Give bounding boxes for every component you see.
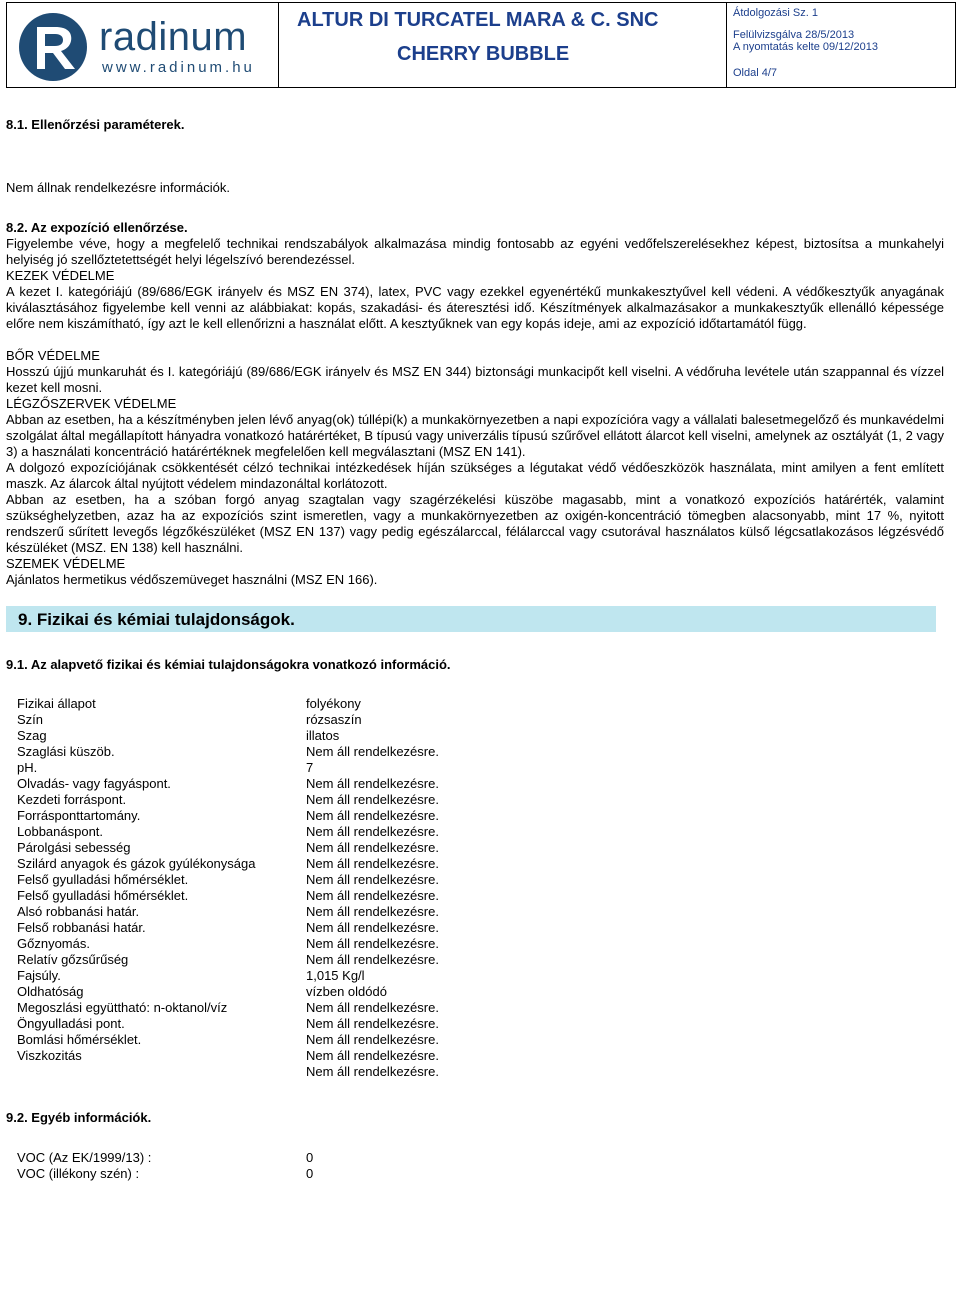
property-label: Fajsúly. bbox=[17, 968, 61, 983]
property-label: Oldhatóság bbox=[17, 984, 84, 999]
property-value: illatos bbox=[306, 728, 340, 743]
property-label: Viszkozitás bbox=[17, 1048, 82, 1063]
property-value: Nem áll rendelkezésre. bbox=[306, 904, 439, 919]
page-number: Oldal 4/7 bbox=[733, 67, 778, 79]
property-value: Nem áll rendelkezésre. bbox=[306, 936, 439, 951]
revision-number: Átdolgozási Sz. 1 bbox=[733, 7, 818, 19]
property-label: Bomlási hőmérséklet. bbox=[17, 1032, 142, 1047]
product-name: CHERRY BUBBLE bbox=[397, 43, 570, 65]
logo-cell bbox=[7, 3, 279, 87]
voc-label: VOC (illékony szén) : bbox=[17, 1166, 140, 1181]
property-label: Felső gyulladási hőmérséklet. bbox=[17, 888, 189, 903]
property-value: Nem áll rendelkezésre. bbox=[306, 744, 439, 759]
property-label: Kezdeti forráspont. bbox=[17, 792, 127, 807]
property-label: Szilárd anyagok és gázok gyúlékonysága bbox=[17, 856, 256, 871]
property-value: Nem áll rendelkezésre. bbox=[306, 1048, 439, 1063]
voc-value: 0 bbox=[306, 1150, 314, 1165]
property-value: Nem áll rendelkezésre. bbox=[306, 824, 439, 839]
company-name: ALTUR DI TURCATEL MARA & C. SNC bbox=[297, 9, 659, 31]
hand-protection-text: A kezet I. kategóriájú (89/686/EGK irányelv és MSZ EN 374), latex, PVC vagy ezekkel egyenértékű munkakesztyűvel kell védeni. A védőkesztyűk anyagának kiválasztásához figyelembe kell venni az alábbiakat: kopás, szakadási- és áteresztési idő. Készítmények alkalmazásakor a munkakesztyűk ellenálló képessége előre nem kiszámítható, így azt le kell ellenőrizni a használat előtt. A kesztyűknek van egy kopás ideje, ami az expozíció időtartamától függ. bbox=[6, 284, 944, 331]
property-label: Párolgási sebesség bbox=[17, 840, 131, 855]
print-date: A nyomtatás kelte 09/12/2013 bbox=[733, 41, 878, 53]
property-value: Nem áll rendelkezésre. bbox=[306, 1016, 439, 1031]
property-label: Fizikai állapot bbox=[17, 696, 96, 711]
property-value: Nem áll rendelkezésre. bbox=[306, 808, 439, 823]
document-header bbox=[6, 2, 956, 88]
section-8-1-text: Nem állnak rendelkezésre információk. bbox=[6, 180, 230, 195]
property-value: rózsaszín bbox=[306, 712, 362, 727]
voc-label: VOC (Az EK/1999/13) : bbox=[17, 1150, 152, 1165]
section-8-1-title: 8.1. Ellenőrzési paraméterek. bbox=[6, 117, 185, 132]
property-label: Szín bbox=[17, 712, 44, 727]
respiratory-protection-text-3: Abban az esetben, ha a szóban forgó anyag szagtalan vagy szagérzékelési küszöbe magasabb, mint a vonatkozó expozíciós határérték, valamint szükséghelyzetben, azaz ha az expozíciós szint ismeretlen, vagy a munkakörnyezetben az oxigén-koncentráció tömegben alacsonyabb, mint 17 %, nyitott rendszerű sűrített levegős légzőkészüléket (MSZ EN 137) vagy pedig egészálarccal, félálarccal vagy csutorával használatos külső légcsatlakozásos légzésvédő készüléket (MSZ. EN 138) kell használni. bbox=[6, 492, 944, 555]
property-value: Nem áll rendelkezésre. bbox=[306, 952, 439, 967]
respiratory-protection-text-1: Abban az esetben, ha a készítményben jelen lévő anyag(ok) túllépi(k) a munkakörnyezetben a napi expozícióra vagy a vállalati balesetmegelőző és munkavédelmi szolgálat által megállapított hányadra vonatkozó határértéket, B típusú vagy univerzális típusú szűrővel ellátott álarcot kell viselni, amelynek az osztályát (1, 2 vagy 3) a használati koncentráció határértéknek megfelelően kell megválasztani (MSZ EN 141). bbox=[6, 412, 944, 459]
property-value: Nem áll rendelkezésre. bbox=[306, 856, 439, 871]
skin-protection-title: BŐR VÉDELME bbox=[6, 348, 100, 363]
section-8-2-title: 8.2. Az expozíció ellenőrzése. bbox=[6, 220, 188, 235]
property-value: Nem áll rendelkezésre. bbox=[306, 840, 439, 855]
property-label: pH. bbox=[17, 760, 38, 775]
radinum-logo-icon bbox=[15, 9, 95, 85]
property-label: Szag bbox=[17, 728, 47, 743]
property-value: folyékony bbox=[306, 696, 361, 711]
property-label: Szaglási küszöb. bbox=[17, 744, 115, 759]
respiratory-protection-text-2: A dolgozó expozíciójának csökkentését célzó technikai intézkedések híján szükséges a légutakat védő védőeszközök használata, mint amilyen a fent említett maszk. Az álarcok által nyújtott védelem mindazonáltal korlátozott. bbox=[6, 460, 944, 491]
property-label: Alsó robbanási határ. bbox=[17, 904, 140, 919]
brand-url: www.radinum.hu bbox=[102, 59, 255, 76]
brand-name: radinum bbox=[99, 15, 248, 59]
property-label: Relatív gőzsűrűség bbox=[17, 952, 129, 967]
property-value: Nem áll rendelkezésre. bbox=[306, 776, 439, 791]
property-value: Nem áll rendelkezésre. bbox=[306, 1000, 439, 1015]
property-value: Nem áll rendelkezésre. bbox=[306, 872, 439, 887]
section-9-title: 9. Fizikai és kémiai tulajdonságok. bbox=[18, 610, 295, 629]
eye-protection-title: SZEMEK VÉDELME bbox=[6, 556, 126, 571]
property-value: Nem áll rendelkezésre. bbox=[306, 1032, 439, 1047]
property-value: 1,015 Kg/l bbox=[306, 968, 365, 983]
section-9-1-title: 9.1. Az alapvető fizikai és kémiai tulajdonságokra vonatkozó információ. bbox=[6, 657, 451, 672]
property-value: Nem áll rendelkezésre. bbox=[306, 888, 439, 903]
property-label: Megoszlási együttható: n-oktanol/víz bbox=[17, 1000, 228, 1015]
property-value: 7 bbox=[306, 760, 314, 775]
section-8-2-intro: Figyelembe véve, hogy a megfelelő technikai rendszabályok alkalmazása mindig fontosabb az egyéni vedőfelszerelésekhez képest, biztosítsa a munkahelyi helyiség jó szellőztetettségét helyi légelszívó berendezéssel. bbox=[6, 236, 944, 267]
eye-protection-text: Ajánlatos hermetikus védőszemüveget használni (MSZ EN 166). bbox=[6, 572, 378, 587]
skin-protection-text: Hosszú újjú munkaruhát és I. kategóriájú (89/686/EGK irányelv és MSZ EN 344) biztonsági munkacipőt kell viselni. A védőruha levétele után szappannal és vízzel kezet kell mosni. bbox=[6, 364, 944, 395]
property-label: Gőznyomás. bbox=[17, 936, 90, 951]
property-label: Olvadás- vagy fagyáspont. bbox=[17, 776, 171, 791]
property-value: Nem áll rendelkezésre. bbox=[306, 920, 439, 935]
review-date: Felülvizsgálva 28/5/2013 bbox=[733, 29, 855, 41]
company-cell bbox=[279, 3, 727, 87]
property-label: Forrásponttartomány. bbox=[17, 808, 141, 823]
section-9-2-title: 9.2. Egyéb információk. bbox=[6, 1110, 152, 1125]
section-9-band bbox=[6, 606, 936, 632]
voc-value: 0 bbox=[306, 1166, 314, 1181]
meta-cell bbox=[727, 3, 955, 87]
property-value: vízben oldódó bbox=[306, 984, 387, 999]
property-label: Felső gyulladási hőmérséklet. bbox=[17, 872, 189, 887]
property-label: Öngyulladási pont. bbox=[17, 1016, 125, 1031]
respiratory-protection-title: LÉGZŐSZERVEK VÉDELME bbox=[6, 396, 177, 411]
property-value: Nem áll rendelkezésre. bbox=[306, 1064, 439, 1079]
hand-protection-title: KEZEK VÉDELME bbox=[6, 268, 115, 283]
property-label: Lobbanáspont. bbox=[17, 824, 104, 839]
property-value: Nem áll rendelkezésre. bbox=[306, 792, 439, 807]
property-label: Felső robbanási határ. bbox=[17, 920, 146, 935]
